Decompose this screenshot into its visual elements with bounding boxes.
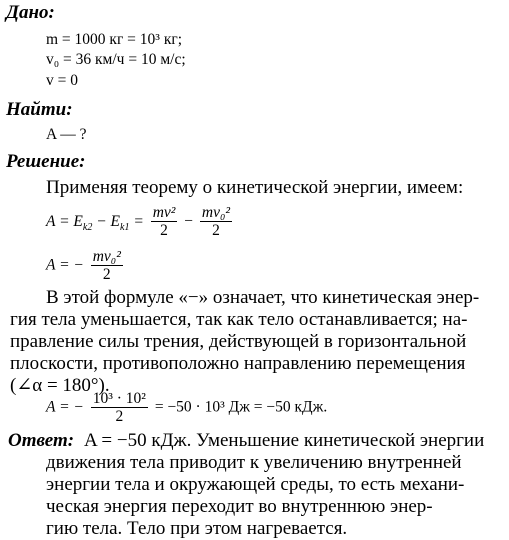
formula1-frac1-den: 2 (160, 222, 168, 239)
formula2-frac-num: mv₀² (92, 248, 121, 265)
given-heading: Дано: (6, 2, 55, 23)
paragraph-line-3: правление силы трения, действующей в горизонтальной (10, 331, 467, 352)
solution-heading: Решение: (6, 151, 86, 172)
answer-line-5: гию тела. Тело при этом нагревается. (46, 518, 348, 539)
paragraph-line-1: В этой формуле «−» означает, что кинетическая энер- (46, 287, 480, 308)
formula3-frac-num: 10³ · 10² (92, 390, 146, 407)
formula-kinetic-energy-theorem (46, 204, 235, 240)
formula-work (46, 248, 126, 284)
formula1-frac1-num: mv² (152, 204, 176, 221)
formula1-minus: − E (92, 212, 121, 230)
formula1-fraction-final (151, 204, 178, 239)
formula2-lhs: A = − (46, 256, 84, 274)
answer-line-2: движения тела приводит к увеличению внутренней (46, 452, 462, 473)
formula1-lhs: A = E (46, 212, 83, 230)
given-line-mass: m = 1000 кг = 10³ кг; (46, 31, 183, 48)
formula3-fraction (91, 390, 148, 425)
formula2-fraction (91, 248, 123, 283)
answer-line-1: A = −50 кДж. Уменьшение кинетической энергии (84, 430, 485, 451)
formula1-frac2-den: 2 (212, 222, 220, 239)
formula3-frac-den: 2 (115, 408, 124, 425)
formula1-k2: k2 (82, 221, 93, 233)
answer-line-4: ческая энергия переходит во внутреннюю энер- (46, 496, 433, 517)
find-line: A — ? (46, 126, 87, 143)
formula3-rhs: = −50 · 10³ Дж = −50 кДж. (154, 398, 328, 416)
formula1-eq: = (129, 212, 144, 230)
formula3-lhs: A = − (46, 398, 84, 416)
find-heading: Найти: (6, 99, 73, 120)
paragraph-line-2: гия тела уменьшается, так как тело останавливается; на- (10, 309, 468, 330)
paragraph-line-4: плоскости, противоположно направлению перемещения (10, 353, 466, 374)
formula1-frac2-num: mv₀² (201, 204, 231, 221)
answer-line-3: энергии тела и окружающей среды, то есть механи- (46, 474, 465, 495)
explanation-paragraph (10, 287, 502, 397)
answer-paragraph (10, 430, 502, 540)
answer-heading: Ответ: (8, 430, 75, 451)
given-line-initial-velocity: v₀ = 36 км/ч = 10 м/с; (46, 51, 186, 68)
formula1-k1: k1 (120, 221, 130, 233)
paragraph-line-5: (∠α = 180°). (10, 375, 110, 396)
formula-numeric-result (46, 390, 327, 426)
formula1-op: − (184, 212, 194, 230)
given-line-final-velocity: v = 0 (46, 72, 78, 89)
solution-intro: Применяя теорему о кинетической энергии, имеем: (46, 177, 464, 198)
formula2-frac-den: 2 (102, 266, 111, 283)
formula1-fraction-initial (200, 204, 232, 239)
